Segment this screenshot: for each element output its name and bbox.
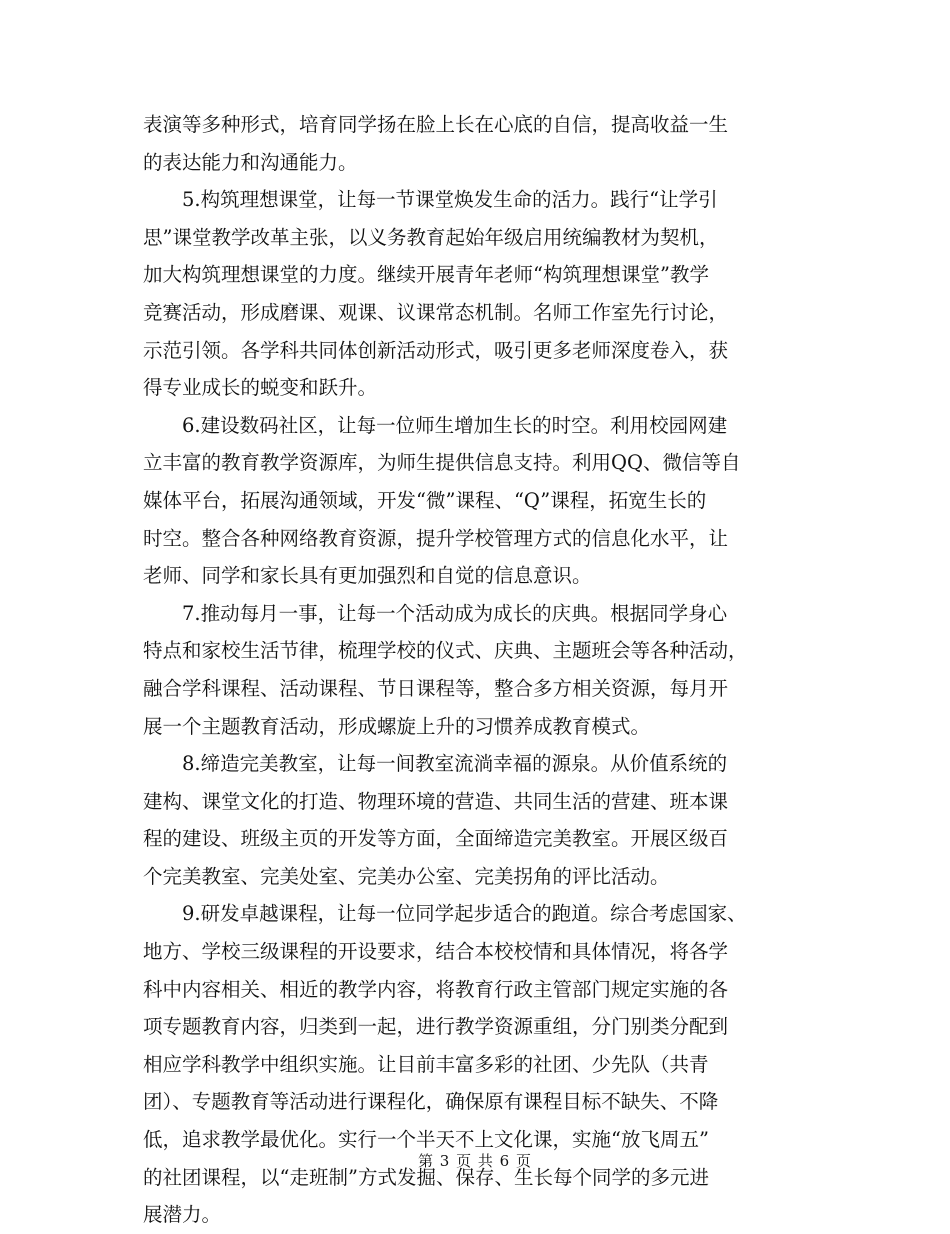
text-line: 科中内容相关、相近的教学内容，将教育行政主管部门规定实施的各 bbox=[143, 977, 729, 1001]
text-line: 展潜力。 bbox=[143, 1203, 222, 1227]
paragraph-first-line: 7.推动每月一事，让每一个活动成为成长的庆典。根据同学身心 bbox=[182, 601, 728, 625]
text-line: 得专业成长的蜕变和跃升。 bbox=[143, 376, 378, 400]
text-line: 竞赛活动，形成磨课、观课、议课常态机制。名师工作室先行讨论， bbox=[143, 300, 729, 324]
text-line: 老师、同学和家长具有更加强烈和自觉的信息意识。 bbox=[143, 564, 592, 588]
text-line: 特点和家校生活节律，梳理学校的仪式、庆典、主题班会等各种活动， bbox=[143, 639, 748, 663]
text-line: 地方、学校三级课程的开设要求，结合本校校情和具体情况，将各学 bbox=[143, 940, 729, 964]
paragraph-first-line: 8.缔造完美教室，让每一间教室流淌幸福的源泉。从价值系统的 bbox=[182, 752, 728, 776]
paragraph-first-line: 9.研发卓越课程，让每一位同学起步适合的跑道。综合考虑国家、 bbox=[182, 902, 747, 926]
text-line: 项专题教育内容，归类到一起，进行教学资源重组，分门别类分配到 bbox=[143, 1015, 729, 1039]
text-line: 团）、专题教育等活动进行课程化，确保原有课程目标不缺失、不降 bbox=[143, 1090, 719, 1114]
text-line: 的表达能力和沟通能力。 bbox=[143, 150, 358, 174]
text-line: 融合学科课程、活动课程、节日课程等，整合多方相关资源，每月开 bbox=[143, 676, 729, 700]
page-footer bbox=[0, 1150, 950, 1171]
text-line: 建构、课堂文化的打造、物理环境的营造、共同生活的营建、班本课 bbox=[143, 789, 729, 813]
document-body bbox=[143, 106, 807, 1234]
page-number-label: 第 3 页 共 6 页 bbox=[418, 1152, 532, 1170]
text-line: 立丰富的教育教学资源库，为师生提供信息支持。利用QQ、微信等自 bbox=[143, 451, 741, 475]
text-line: 加大构筑理想课堂的力度。继续开展青年老师“构筑理想课堂”教学 bbox=[143, 263, 709, 287]
text-line: 思”课堂教学改革主张，以义务教育起始年级启用统编教材为契机， bbox=[143, 225, 719, 249]
paragraph-first-line: 5.构筑理想课堂，让每一节课堂焕发生命的活力。践行“让学引 bbox=[182, 188, 718, 212]
text-line: 程的建设、班级主页的开发等方面，全面缔造完美教室。开展区级百 bbox=[143, 827, 729, 851]
text-line: 个完美教室、完美处室、完美办公室、完美拐角的评比活动。 bbox=[143, 864, 670, 888]
text-line: 时空。整合各种网络教育资源，提升学校管理方式的信息化水平，让 bbox=[143, 526, 729, 550]
text-line: 示范引领。各学科共同体创新活动形式，吸引更多老师深度卷入，获 bbox=[143, 338, 729, 362]
text-line: 相应学科教学中组织实施。让目前丰富多彩的社团、少先队（共青 bbox=[143, 1052, 709, 1076]
text-line: 媒体平台，拓展沟通领域，开发“微”课程、“Q”课程，拓宽生长的 bbox=[143, 488, 707, 512]
text-line: 低，追求教学最优化。实行一个半天不上文化课，实施“放飞周五” bbox=[143, 1128, 709, 1152]
paragraph-first-line: 6.建设数码社区，让每一位师生增加生长的时空。利用校园网建 bbox=[182, 413, 728, 437]
text-line: 表演等多种形式，培育同学扬在脸上长在心底的自信，提高收益一生 bbox=[143, 113, 729, 136]
text-line: 的社团课程，以“走班制”方式发掘、保存、生长每个同学的多元进 bbox=[143, 1165, 709, 1189]
text-line: 展一个主题教育活动，形成螺旋上升的习惯养成教育模式。 bbox=[143, 714, 651, 738]
